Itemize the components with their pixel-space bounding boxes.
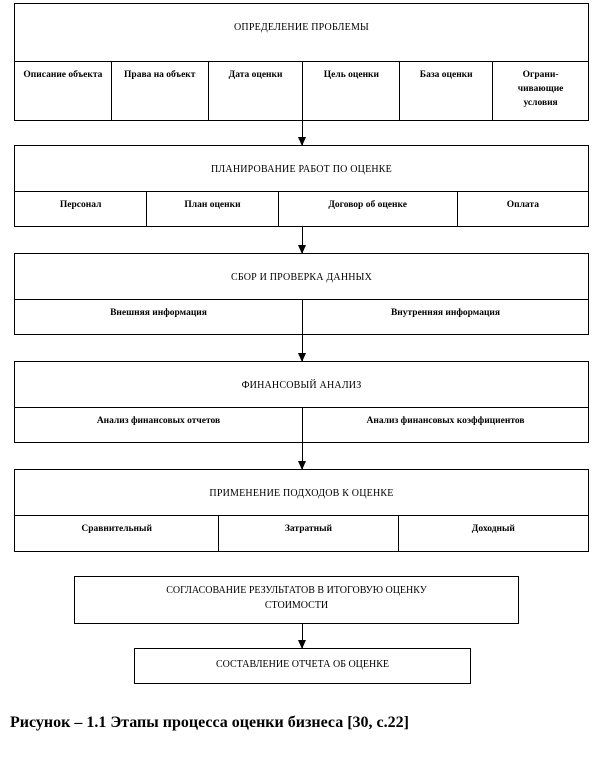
stage-item-comparative: Сравнительный: [14, 515, 219, 552]
stage-title: ОПРЕДЕЛЕНИЕ ПРОБЛЕМЫ: [234, 22, 369, 33]
flow-arrow: [302, 624, 303, 648]
stage-item-object-rights: Права на объект: [111, 61, 209, 121]
stage-reconciliation: [74, 576, 519, 624]
stage-work-planning: [14, 145, 589, 227]
stage-item-valuation-date: Дата оценки: [208, 61, 304, 121]
stage-data-collection: [14, 253, 589, 335]
stage-title-line1: СОГЛАСОВАНИЕ РЕЗУЛЬТАТОВ В ИТОГОВУЮ ОЦЕНКУ: [166, 585, 427, 596]
stage-title: СБОР И ПРОВЕРКА ДАННЫХ: [230, 272, 373, 283]
stage-item-payment: Оплата: [457, 191, 589, 227]
stage-item-valuation-plan: План оценки: [146, 191, 278, 227]
stage-item-income: Доходный: [398, 515, 589, 552]
flow-arrow: [302, 121, 303, 145]
stage-item-limiting-conditions: Ограни-чивающие условия: [492, 61, 589, 121]
flow-arrow: [302, 443, 303, 469]
stage-financial-analysis: [14, 361, 589, 443]
stage-title: ПЛАНИРОВАНИЕ РАБОТ ПО ОЦЕНКЕ: [211, 164, 392, 175]
stage-title: ФИНАНСОВЫЙ АНАЛИЗ: [241, 380, 362, 391]
stage-item-personnel: Персонал: [14, 191, 147, 227]
stage-item-valuation-basis: База оценки: [399, 61, 493, 121]
figure-caption: Рисунок – 1.1 Этапы процесса оценки бизнеса [30, с.22]: [10, 714, 409, 731]
stage-title: СОСТАВЛЕНИЕ ОТЧЕТА ОБ ОЦЕНКЕ: [215, 659, 390, 670]
stage-problem-definition: [14, 3, 589, 121]
stage-item-valuation-contract: Договор об оценке: [278, 191, 458, 227]
stage-item-ratios-analysis: Анализ финансовых коэффициентов: [302, 407, 589, 443]
flow-arrow: [302, 335, 303, 361]
stage-valuation-approaches: [14, 469, 589, 552]
stage-title: ПРИМЕНЕНИЕ ПОДХОДОВ К ОЦЕНКЕ: [209, 488, 394, 499]
stage-item-external-info: Внешняя информация: [14, 299, 303, 335]
stage-item-internal-info: Внутренняя информация: [302, 299, 589, 335]
stage-item-object-description: Описание объекта: [14, 61, 112, 121]
stage-item-statements-analysis: Анализ финансовых отчетов: [14, 407, 303, 443]
stage-title-line2: СТОИМОСТИ: [264, 600, 329, 611]
stage-item-cost: Затратный: [218, 515, 398, 552]
stage-report: [134, 648, 471, 684]
stage-item-valuation-purpose: Цель оценки: [302, 61, 400, 121]
flow-arrow: [302, 227, 303, 253]
